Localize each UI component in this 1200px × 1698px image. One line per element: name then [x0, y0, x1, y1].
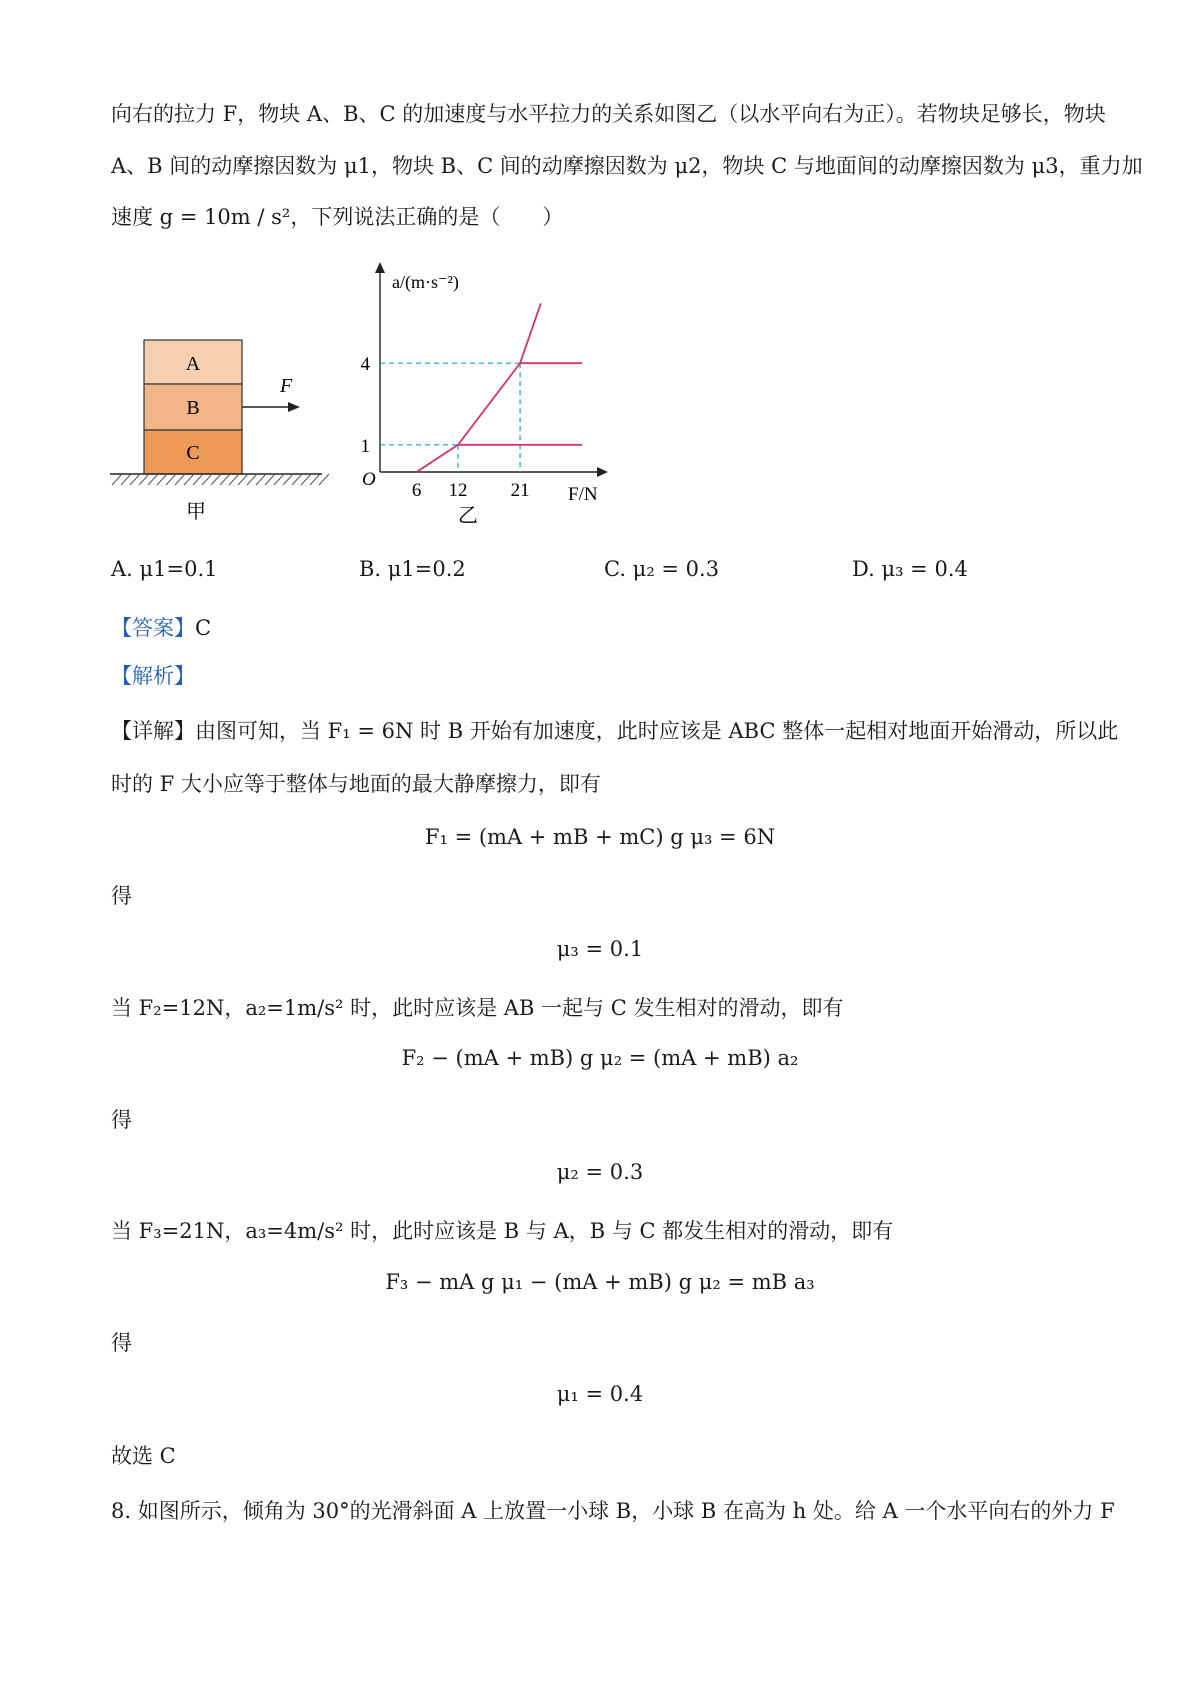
y-axis-label: a/(m·s⁻²): [392, 272, 459, 292]
force-arrowhead: [288, 402, 300, 412]
hatch-mark: [238, 474, 248, 485]
figure-yi-caption: 乙: [458, 505, 478, 527]
de-1: 得: [111, 884, 132, 908]
hatch-mark: [220, 474, 230, 485]
hatch-mark: [274, 474, 284, 485]
analysis-tag: 【解析】: [111, 664, 195, 688]
series-line-1: [417, 303, 541, 472]
y-tick-label: 1: [360, 435, 370, 457]
question-line-1: 向右的拉力 F，物块 A、B、C 的加速度与水平拉力的关系如图乙（以水平向右为正）。若物块足够长，物块: [111, 102, 1106, 126]
answer-tag: 【答案】: [111, 616, 195, 640]
hatch-mark: [121, 474, 131, 485]
hatch-mark: [256, 474, 266, 485]
equation-3: F₃ − mA g μ₁ − (mA + mB) g μ₂ = mB a₃: [385, 1270, 815, 1294]
origin-label: O: [362, 469, 376, 490]
option-b[interactable]: B. μ1=0.2: [359, 557, 466, 581]
x-axis-label: F/N: [568, 484, 598, 505]
equation-1: F₁ = (mA + mB + mC) g μ₃ = 6N: [424, 825, 776, 849]
de-3: 得: [111, 1331, 132, 1355]
conclusion: 故选 C: [111, 1444, 176, 1468]
detail-line-2: 时的 F 大小应等于整体与地面的最大静摩擦力，即有: [111, 772, 601, 796]
hatch-mark: [175, 474, 185, 485]
hatch-mark: [148, 474, 158, 485]
detail-tag: 【详解】: [111, 719, 195, 743]
series-group: [417, 303, 583, 472]
hatch-mark: [166, 474, 176, 485]
figure-jia-blocks: [100, 300, 340, 525]
detail-text-1: 由图可知，当 F₁ = 6N 时 B 开始有加速度，此时应该是 ABC 整体一起相对地面开始滑动，所以此: [195, 719, 1119, 743]
x-axis-arrow: [597, 467, 608, 477]
hatch-mark: [130, 474, 140, 485]
force-label: F: [280, 375, 293, 397]
hatch-mark: [112, 474, 122, 485]
hatch-mark: [247, 474, 257, 485]
hatch-mark: [229, 474, 239, 485]
tick-labels: [361, 354, 530, 501]
result-2: μ₂ = 0.3: [556, 1160, 644, 1184]
equation-2: F₂ − (mA + mB) g μ₂ = (mA + mB) a₂: [401, 1046, 799, 1070]
x-tick-label: 12: [448, 480, 468, 501]
y-tick-label: 4: [360, 354, 370, 376]
detail-line-4: 当 F₃=21N，a₃=4m/s² 时，此时应该是 B 与 A，B 与 C 都发生相对的滑动，即有: [111, 1219, 894, 1243]
figure-jia-caption: 甲: [186, 501, 206, 523]
answer-line: [111, 612, 211, 642]
x-tick-label: 21: [510, 480, 530, 501]
next-question: 8. 如图所示，倾角为 30°的光滑斜面 A 上放置一小球 B，小球 B 在高为 h 处。给 A 一个水平向右的外力 F: [111, 1499, 1115, 1523]
result-3: μ₁ = 0.4: [556, 1382, 644, 1406]
hatch-mark: [283, 474, 293, 485]
de-2: 得: [111, 1108, 132, 1132]
figure-yi-chart: [340, 258, 640, 528]
hatch-mark: [319, 474, 329, 485]
hatch-mark: [292, 474, 302, 485]
guide-lines: [380, 363, 520, 472]
hatch-mark: [211, 474, 221, 485]
answer-value: C: [195, 616, 212, 640]
block-a-label: A: [185, 353, 201, 375]
option-a[interactable]: A. μ1=0.1: [111, 557, 218, 581]
y-axis-arrow: [375, 262, 385, 273]
hatch-mark: [265, 474, 275, 485]
question-line-2: A、B 间的动摩擦因数为 μ1，物块 B、C 间的动摩擦因数为 μ2，物块 C 与地面间的动摩擦因数为 μ3，重力加: [111, 154, 1143, 178]
x-tick-label: 6: [411, 480, 422, 501]
detail-line-1: [111, 715, 1118, 745]
option-d[interactable]: D. μ₃ = 0.4: [852, 557, 968, 581]
hatch-mark: [310, 474, 320, 485]
ground-hatch: [112, 474, 329, 485]
block-b-label: B: [186, 397, 200, 419]
block-c-label: C: [186, 442, 200, 464]
hatch-mark: [202, 474, 212, 485]
detail-line-3: 当 F₂=12N，a₂=1m/s² 时，此时应该是 AB 一起与 C 发生相对的滑动，即有: [111, 996, 844, 1020]
hatch-mark: [301, 474, 311, 485]
hatch-mark: [184, 474, 194, 485]
option-c[interactable]: C. μ₂ = 0.3: [604, 557, 720, 581]
result-1: μ₃ = 0.1: [556, 937, 644, 961]
hatch-mark: [157, 474, 167, 485]
hatch-mark: [139, 474, 149, 485]
hatch-mark: [193, 474, 203, 485]
question-line-3: 速度 g = 10m / s²，下列说法正确的是（ ）: [111, 205, 564, 229]
